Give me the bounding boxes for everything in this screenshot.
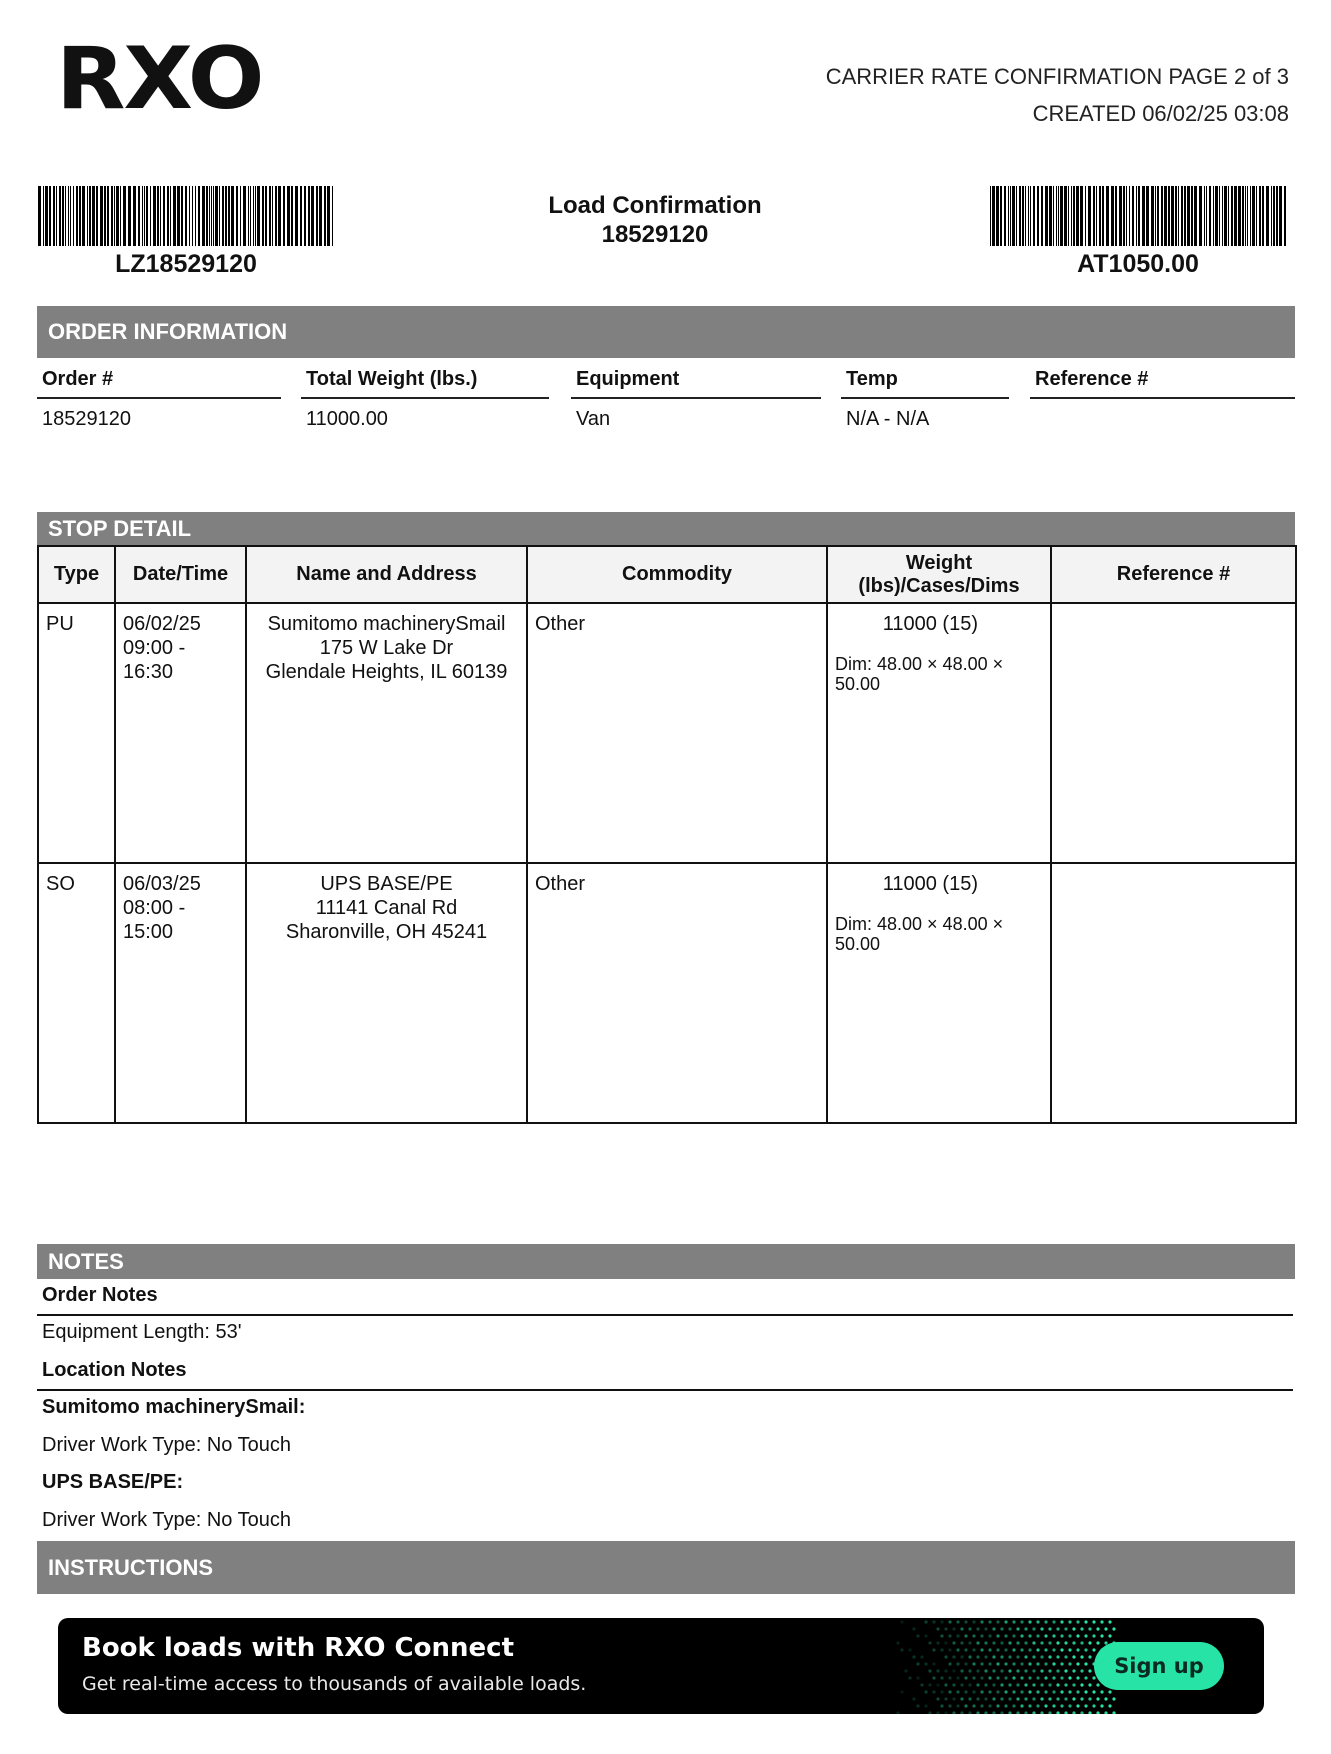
amount-barcode [990, 186, 1286, 246]
rxo-connect-banner[interactable] [58, 1618, 1264, 1714]
load-confirmation-title [480, 191, 830, 249]
order-barcode [38, 186, 334, 246]
order-reference-label: Reference # [1030, 364, 1295, 399]
temp-field [841, 364, 1009, 431]
document-title: CARRIER RATE CONFIRMATION PAGE 2 of 3 [825, 64, 1289, 89]
equipment-field [571, 364, 821, 431]
stop-name-address [246, 863, 527, 1123]
col-commodity: Commodity [527, 546, 827, 603]
order-reference-field [1030, 364, 1295, 408]
stop-reference [1051, 603, 1296, 863]
stop-weight [827, 603, 1051, 863]
stop-date: 06/03/25 [123, 873, 201, 895]
stop-street: 11141 Canal Rd [315, 897, 458, 919]
col-weight: Weight (lbs)/Cases/Dims [827, 546, 1051, 603]
sign-up-button[interactable]: Sign up [1094, 1642, 1224, 1690]
stop-commodity: Other [527, 603, 827, 863]
stop-city: Sharonville, OH 45241 [285, 921, 488, 943]
stop-detail-header: STOP DETAIL [37, 512, 1295, 545]
dot-pattern-graphic [888, 1618, 1118, 1714]
total-weight-field [301, 364, 549, 431]
equipment-value: Van [576, 408, 611, 430]
stop-table-header-row [38, 546, 1296, 603]
order-notes-heading: Order Notes [42, 1284, 158, 1306]
stop-weight-cases: 11000 (15) [882, 873, 978, 895]
rxo-logo: RXO [56, 29, 263, 129]
stop-detail-table [37, 545, 1297, 1124]
stop-date: 06/02/25 [123, 613, 201, 635]
order-notes-text: Equipment Length: 53' [42, 1321, 242, 1343]
stop-commodity: Other [527, 863, 827, 1123]
col-datetime: Date/Time [115, 546, 246, 603]
location-1-name: Sumitomo machinerySmail: [42, 1396, 306, 1418]
stop-reference [1051, 863, 1296, 1123]
load-title: Load Confirmation [548, 192, 762, 219]
equipment-label: Equipment [571, 364, 821, 399]
banner-title: Book loads with RXO Connect [82, 1633, 514, 1663]
load-number: 18529120 [601, 221, 709, 248]
order-barcode-label: LZ18529120 [115, 250, 257, 278]
stop-time-end: 15:00 [123, 921, 174, 943]
stop-type: SO [38, 863, 115, 1123]
created-timestamp: CREATED 06/02/25 03:08 [1032, 101, 1289, 126]
location-notes-heading: Location Notes [42, 1359, 187, 1381]
stop-dims: Dim: 48.00 × 48.00 × 50.00 [835, 914, 1004, 954]
location-2-name: UPS BASE/PE: [42, 1471, 184, 1493]
temp-value: N/A - N/A [846, 408, 930, 430]
table-row [38, 603, 1296, 863]
instructions-header: INSTRUCTIONS [37, 1541, 1295, 1594]
order-number-label: Order # [37, 364, 281, 399]
banner-subtitle: Get real-time access to thousands of available loads. [82, 1673, 587, 1695]
temp-label: Temp [841, 364, 1009, 399]
order-number-value: 18529120 [42, 408, 131, 430]
stop-datetime [115, 603, 246, 863]
total-weight-label: Total Weight (lbs.) [301, 364, 549, 399]
location-1-text: Driver Work Type: No Touch [42, 1434, 291, 1456]
stop-city: Glendale Heights, IL 60139 [265, 661, 508, 683]
stop-name: UPS BASE/PE [320, 873, 453, 895]
stop-time-start: 09:00 - [123, 637, 186, 659]
amount-barcode-label: AT1050.00 [1077, 250, 1199, 278]
stop-street: 175 W Lake Dr [319, 637, 454, 659]
col-reference: Reference # [1051, 546, 1296, 603]
stop-time-start: 08:00 - [123, 897, 186, 919]
location-notes-divider [37, 1389, 1293, 1391]
total-weight-value: 11000.00 [306, 408, 388, 430]
col-name-address: Name and Address [246, 546, 527, 603]
stop-datetime [115, 863, 246, 1123]
stop-weight-cases: 11000 (15) [882, 613, 978, 635]
table-row [38, 863, 1296, 1123]
stop-name: Sumitomo machinerySmail [267, 613, 506, 635]
order-number-field [37, 364, 281, 431]
order-notes-divider [37, 1314, 1293, 1316]
order-information-header: ORDER INFORMATION [37, 306, 1295, 358]
notes-header: NOTES [37, 1244, 1295, 1279]
stop-dims: Dim: 48.00 × 48.00 × 50.00 [835, 654, 1004, 694]
stop-name-address [246, 603, 527, 863]
stop-weight [827, 863, 1051, 1123]
stop-time-end: 16:30 [123, 661, 174, 683]
location-2-text: Driver Work Type: No Touch [42, 1509, 291, 1531]
col-type: Type [38, 546, 115, 603]
stop-type: PU [38, 603, 115, 863]
